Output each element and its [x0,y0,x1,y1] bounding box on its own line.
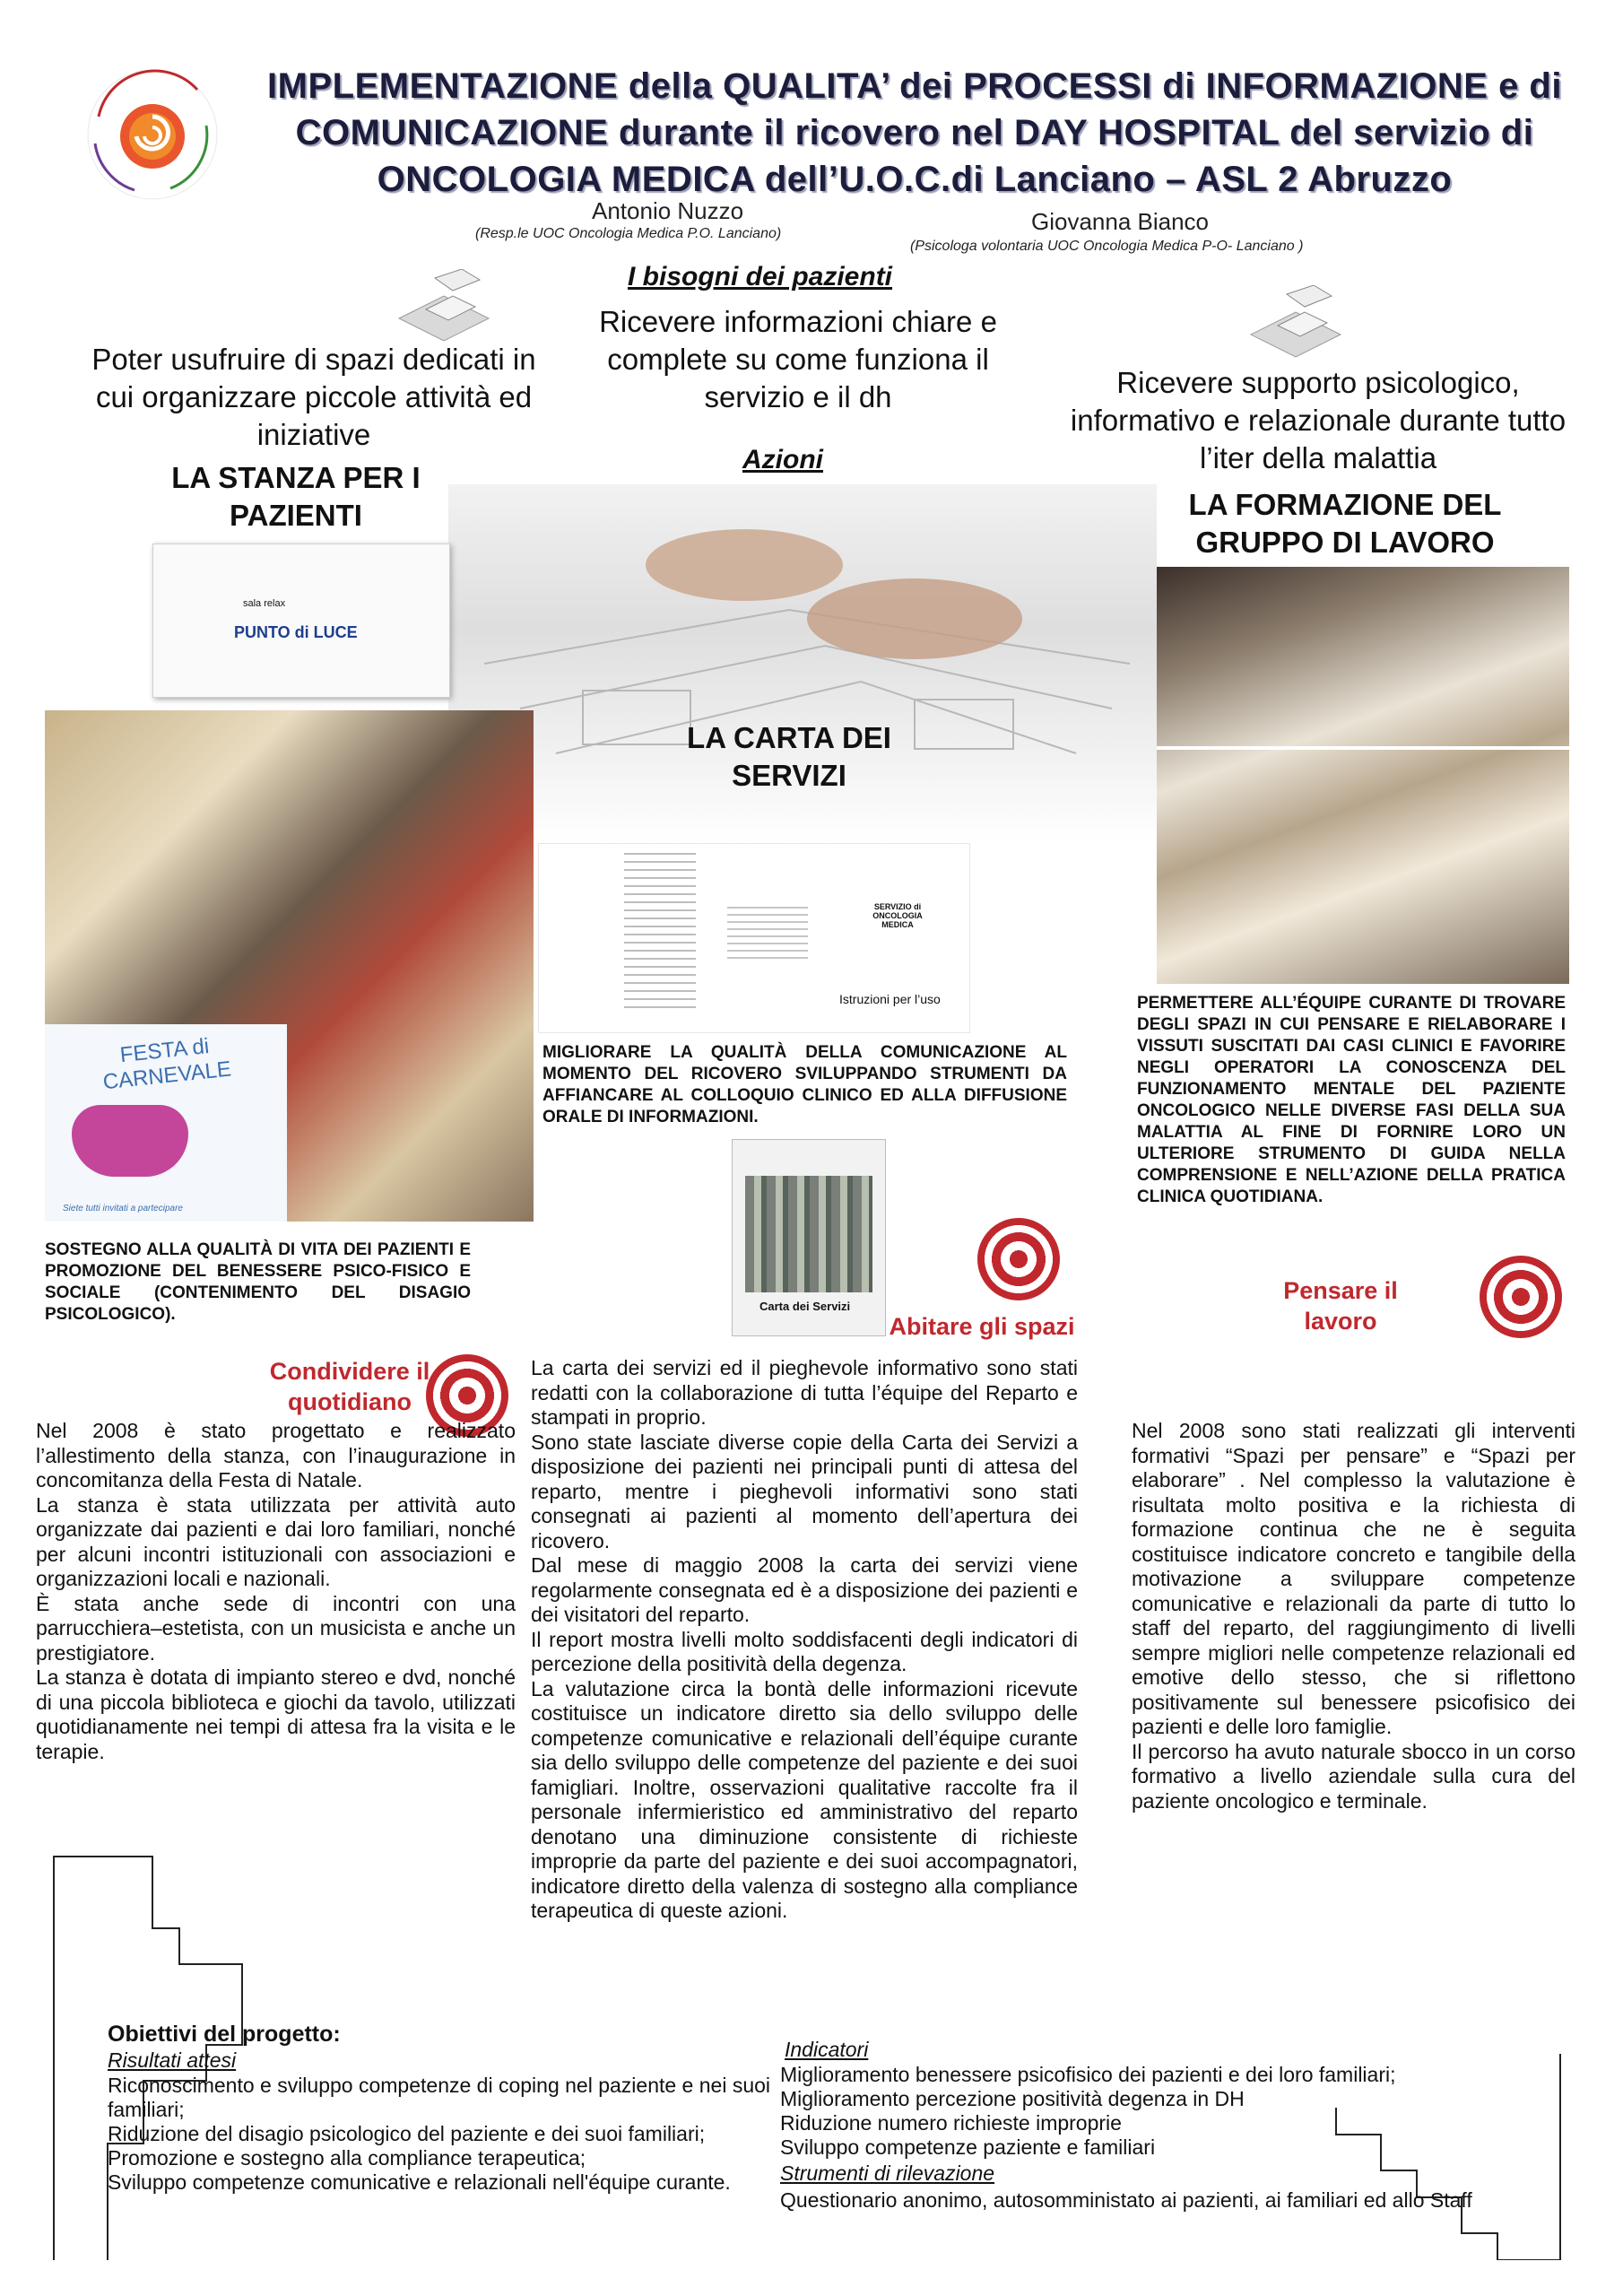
author-2-role: (Psicologa volontaria UOC Oncologia Medica P-O- Lanciano ) [910,239,1304,254]
carta-servizi-cover [732,1139,886,1336]
list-item: Sviluppo competenze comunicative e relazionali nell'équipe curante. [108,2170,731,2194]
target-icon [1480,1256,1562,1338]
slogan-left: Condividere il quotidiano [269,1358,430,1415]
plaque-title: PUNTO di LUCE [234,623,358,641]
author-1-name: Antonio Nuzzo [592,197,744,224]
brochure-image [538,843,970,1033]
summary-right: PERMETTERE ALL’ÉQUIPE CURANTE DI TROVARE DEGLI SPAZI IN CUI PENSARE E RIELABORARE I VISSUTI SUSCITATI DAI CASI CLINICI E FAVORIRE NEGLI OPERATORI LA CONOSCENZA DEL FUNZIONAMENTO MENTALE DEL PAZIENTE ONCOLOGICO NELLE DIVERSE FASI DELLA SUA MALATTIA AL FINE DI FORNIRE LORO UN ULTERIORE STRUMENTO DI GUIDA NELLA COMPRENSIONE E NELL’AZIONE DELLA PRATICA CLINICA QUOTIDIANA. [1137,994,1566,1206]
objectives-heading: Obiettivi del progetto: [108,2022,341,2047]
indicators-heading: Indicatori [785,2038,869,2061]
tools-text: Questionario anonimo, autosomministato ai pazienti, ai familiari ed allo Staff [780,2188,1472,2212]
results-list [108,2074,771,2195]
carnival-mask-icon [72,1105,188,1177]
body-center: La carta dei servizi ed il pieghevole informativo sono stati redatti con la collaborazione di tutta l’équipe del Reparto e stampati in proprio. Sono state lasciate diverse copie della Carta dei Servizi a disposizione dei pazienti nei principali punti di attesa del reparto, mentre i pieghevoli informativi sono stati consegnati ai pazienti al momento dell’apertura dei ricovero. Dal mese di maggio 2008 la carta dei servizi viene regolarmente consegnata ed è a disposizione dei pazienti e dei visitatori del reparto. Il report mostra livelli molto soddisfacenti degli indicatori di percezione della positività della degenza. La valutazione circa la bontà delle informazioni ricevute costituisce un indicatore diretto sia dello sviluppo delle competenze comunicative e relazionali dell’équipe curante sia dello sviluppo delle competenze del paziente e dei suoi famigliari. Inoltre, osservazioni qualitative raccolte fra il personale infermieristico ed amministrativo del reparto denotano una diminuzione consistente di richieste improprie da parte del paziente e dei suoi accompagnatori, indicatore diretto della valenza di sostegno alla compliance terapeutica di queste azioni. [531,1356,1078,1922]
carnival-title: FESTA di CARNEVALE [101,1033,233,1095]
target-icon [977,1218,1060,1300]
need-right: Ricevere supporto psicologico, informativo e relazionale durante tutto l’iter della malattia [1070,366,1567,474]
list-item: Riconoscimento e sviluppo competenze di coping nel paziente e nei suoi familiari; [108,2074,771,2121]
puzzle-icon [390,269,498,350]
tools-heading: Strumenti di rilevazione [780,2161,995,2185]
plaque-image [152,544,450,698]
list-item: Riduzione del disagio psicologico del paziente e dei suoi familiari; [108,2122,706,2145]
summary-center: MIGLIORARE LA QUALITÀ DELLA COMUNICAZIONE AL MOMENTO DEL RICOVERO SVILUPPANDO STRUMENTI DA AFFIANCARE AL COLLOQUIO CLINICO ED ALLA DIFFUSIONE ORALE DI INFORMAZIONI. [542,1043,1067,1126]
carnival-poster [45,1024,287,1222]
action-right: LA FORMAZIONE DEL GRUPPO DI LAVORO [1188,488,1502,559]
brochure-label: Istruzioni per l’uso [839,992,941,1006]
slogan-right: Pensare il lavoro [1283,1277,1398,1335]
author-2-name: Giovanna Bianco [1031,208,1210,235]
team-meeting-photo [1157,567,1569,984]
action-left: LA STANZA PER I PAZIENTI [171,461,421,532]
list-item: Miglioramento percezione positività degenza in DH [780,2087,1245,2110]
carnival-footer: Siete tutti invitati a partecipare [63,1204,183,1213]
list-item: Riduzione numero richieste improprie [780,2111,1122,2135]
body-left: Nel 2008 è stato progettato e realizzato l’allestimento della stanza, con l’inaugurazione in concomitanza della Festa di Natale. La stanza è stata utilizzata per attività auto organizzate dai pazienti e dai loro familiari, nonché per alcuni incontri istituzionali con associazioni e organizzazioni locali e nazionali. È stata anche sede di incontri con una parrucchiera–estetista, con un musicista e anche un prestigiatore. La stanza è dotata di impianto stereo e dvd, nonché di una piccola biblioteca e giochi da tavolo, utilizzati quotidianamente nei tempi di attesa fra la visita e le terapie. [36,1419,516,1763]
indicators-list [780,2063,1533,2160]
list-item: Promozione e sostegno alla compliance terapeutica; [108,2146,586,2170]
summary-left: SOSTEGNO ALLA QUALITÀ DI VITA DEI PAZIENTI E PROMOZIONE DEL BENESSERE PSICO-FISICO E SOCIALE (CONTENIMENTO DEL DISAGIO PSICOLOGICO). [45,1240,471,1324]
puzzle-icon [1242,285,1350,366]
slogan-center: Abitare gli spazi [889,1313,1075,1340]
patient-room-photo-collage [45,710,534,1222]
title-line-2: COMUNICAZIONE durante il ricovero nel DAY HOSPITAL del servizio di [295,113,1534,152]
brochure-service: SERVIZIO di ONCOLOGIA MEDICA [872,902,923,929]
need-left: Poter usufruire di spazi dedicati in cui organizzare piccole attività ed iniziative [91,343,536,451]
body-right: Nel 2008 sono stati realizzati gli interventi formativi “Spazi per pensare” e “Spazi per elaborare” . Nel complesso la valutazione è risultata molto positiva e la richiesta di formazione continua che ne è seguita costituisce indicatore concreto e tangibile della motivazione a sviluppare competenze comunicative e relazionali da parte di tutto lo staff del reparto, del raggiungimento di livelli sempre migliori nelle competenze relazionali ed emotive dello stesso, che si riflettono positivamente sul benessere psicofisico dei pazienti e delle loro famiglie. Il percorso ha avuto naturale sbocco in un corso formativo a livello aziendale sulla cura del paziente oncologico e terminale. [1132,1419,1575,1813]
action-center: LA CARTA DEI SERVIZI [687,721,891,792]
list-item: Miglioramento benessere psicofisico dei pazienti e dei loro familiari; [780,2063,1396,2086]
author-1-role: (Resp.le UOC Oncologia Medica P.O. Lanciano) [475,226,782,241]
plaque-small: sala relax [243,598,286,609]
needs-heading: I bisogni dei pazienti [628,262,893,291]
title-line-3: ONCOLOGIA MEDICA dell’U.O.C.di Lanciano – ASL 2 Abruzzo [377,160,1453,199]
actions-heading: Azioni [742,445,823,474]
asl-logo [81,63,224,206]
poster-title [233,63,1596,203]
results-heading: Risultati attesi [108,2048,237,2072]
title-line-1: IMPLEMENTAZIONE della QUALITA’ dei PROCESSI di INFORMAZIONE e di [267,66,1562,106]
list-item: Sviluppo competenze paziente e familiari [780,2135,1156,2159]
cover-title: Carta dei Servizi [759,1300,851,1313]
need-center: Ricevere informazioni chiare e complete su come funziona il servizio e il dh [599,305,997,413]
